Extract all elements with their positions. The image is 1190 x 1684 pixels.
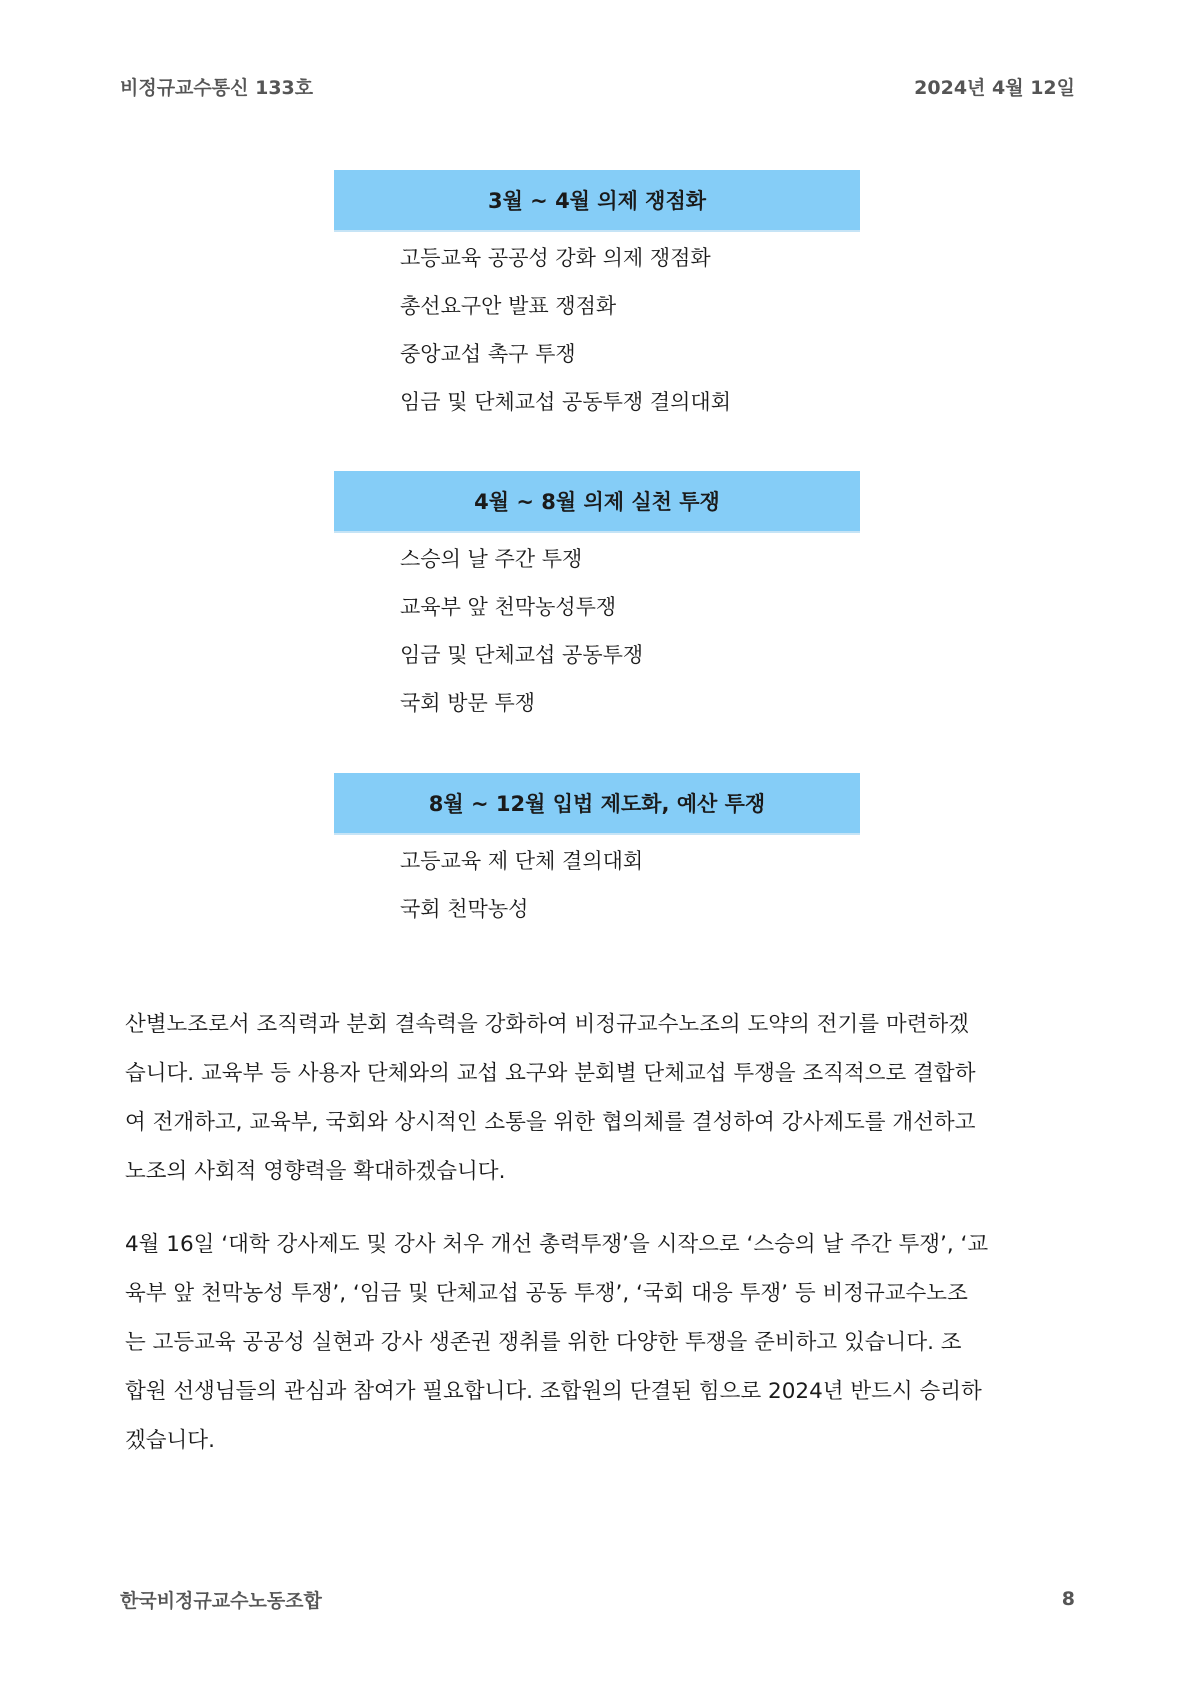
schedule-section-1 bbox=[334, 170, 860, 426]
organization-name: 한국비정규교수노동조합 bbox=[120, 1590, 322, 1612]
paragraph-line: 육부 앞 천막농성 투쟁’, ‘임금 및 단체교섭 공동 투쟁’, ‘국회 대응 투쟁’ 등 비정규교수노조 bbox=[125, 1281, 968, 1306]
section-item: 중앙교섭 촉구 투쟁 bbox=[400, 342, 576, 366]
paragraph-line: 노조의 사회적 영향력을 확대하겠습니다. bbox=[125, 1159, 506, 1184]
section-item-list bbox=[334, 535, 860, 727]
section-title: 4월 ~ 8월 의제 실천 투쟁 bbox=[334, 471, 860, 533]
publication-title: 비정규교수통신 133호 bbox=[120, 77, 314, 99]
section-item: 교육부 앞 천막농성투쟁 bbox=[400, 595, 617, 619]
section-item: 임금 및 단체교섭 공동투쟁 bbox=[400, 643, 644, 667]
section-item: 총선요구안 발표 쟁점화 bbox=[400, 294, 617, 318]
section-item-list bbox=[334, 234, 860, 426]
section-item: 국회 천막농성 bbox=[400, 897, 529, 921]
paragraph-line: 합원 선생님들의 관심과 참여가 필요합니다. 조합원의 단결된 힘으로 2024년 반드시 승리하 bbox=[125, 1379, 982, 1404]
section-item: 국회 방문 투쟁 bbox=[400, 691, 536, 715]
section-item-list bbox=[334, 837, 860, 933]
schedule-section-2 bbox=[334, 471, 860, 727]
section-title: 8월 ~ 12월 입법 제도화, 예산 투쟁 bbox=[334, 773, 860, 835]
section-title: 3월 ~ 4월 의제 쟁점화 bbox=[334, 170, 860, 232]
paragraph-line: 겠습니다. bbox=[125, 1428, 215, 1453]
section-item: 고등교육 제 단체 결의대회 bbox=[400, 849, 644, 873]
paragraph-line: 습니다. 교육부 등 사용자 단체와의 교섭 요구와 분회별 단체교섭 투쟁을 조직적으로 결합하 bbox=[125, 1061, 976, 1086]
paragraph-line: 4월 16일 ‘대학 강사제도 및 강사 처우 개선 총력투쟁’을 시작으로 ‘스승의 날 주간 투쟁’, ‘교 bbox=[125, 1232, 989, 1257]
body-paragraph-2 bbox=[125, 1220, 1070, 1465]
page-number: 8 bbox=[1061, 1588, 1075, 1610]
section-item: 고등교육 공공성 강화 의제 쟁점화 bbox=[400, 246, 711, 270]
section-item: 임금 및 단체교섭 공동투쟁 결의대회 bbox=[400, 390, 731, 414]
body-paragraph-1 bbox=[125, 1000, 1070, 1196]
paragraph-line: 는 고등교육 공공성 실현과 강사 생존권 쟁취를 위한 다양한 투쟁을 준비하고 있습니다. 조 bbox=[125, 1330, 962, 1355]
schedule-section-3 bbox=[334, 773, 860, 933]
section-item: 스승의 날 주간 투쟁 bbox=[400, 547, 583, 571]
paragraph-line: 산별노조로서 조직력과 분회 결속력을 강화하여 비정규교수노조의 도약의 전기를 마련하겠 bbox=[125, 1012, 969, 1037]
issue-date: 2024년 4월 12일 bbox=[914, 77, 1075, 99]
paragraph-line: 여 전개하고, 교육부, 국회와 상시적인 소통을 위한 협의체를 결성하여 강사제도를 개선하고 bbox=[125, 1110, 976, 1135]
